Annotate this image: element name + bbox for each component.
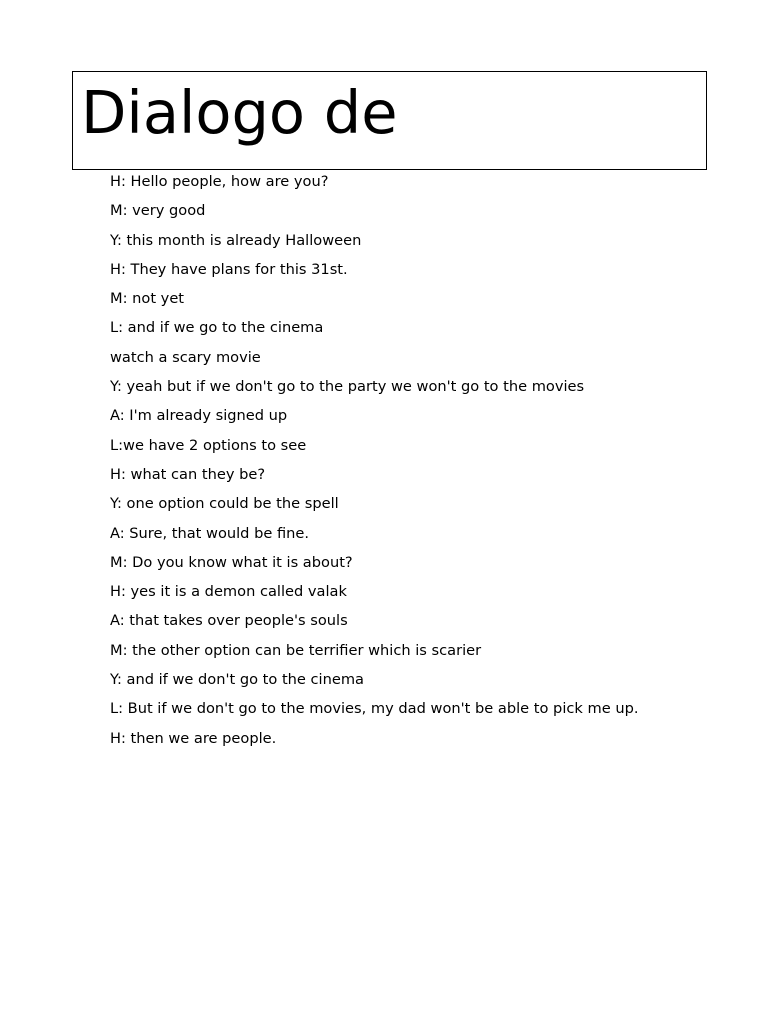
document-title: Dialogo de	[81, 78, 398, 147]
dialogue-line: Y: one option could be the spell	[110, 495, 339, 513]
dialogue-line: M: not yet	[110, 290, 185, 308]
dialogue-line: L:we have 2 options to see	[110, 436, 307, 454]
title-box	[72, 71, 707, 170]
dialogue-line: L: and if we go to the cinema	[110, 319, 324, 337]
dialogue-line: H: what can they be?	[110, 465, 266, 483]
dialogue-line: M: the other option can be terrifier which is scarier	[110, 641, 482, 659]
dialogue-line: M: Do you know what it is about?	[110, 553, 353, 571]
dialogue-line: H: yes it is a demon called valak	[110, 583, 347, 601]
dialogue-line: L: But if we don't go to the movies, my dad won't be able to pick me up.	[110, 700, 639, 718]
dialogue-line: H: then we are people.	[110, 729, 277, 747]
dialogue-line: A: I'm already signed up	[110, 407, 288, 425]
dialogue-line: Y: this month is already Halloween	[110, 231, 362, 249]
dialogue-line: M: very good	[110, 202, 206, 220]
dialogue-line: Y: yeah but if we don't go to the party we won't go to the movies	[110, 378, 585, 396]
dialogue-body	[110, 172, 655, 758]
dialogue-line: Y: and if we don't go to the cinema	[110, 671, 365, 689]
dialogue-line: A: Sure, that would be fine.	[110, 524, 310, 542]
dialogue-line: H: They have plans for this 31st.	[110, 260, 348, 278]
dialogue-line: H: Hello people, how are you?	[110, 173, 329, 190]
dialogue-line: A: that takes over people's souls	[110, 612, 348, 630]
dialogue-line: watch a scary movie	[110, 348, 261, 366]
